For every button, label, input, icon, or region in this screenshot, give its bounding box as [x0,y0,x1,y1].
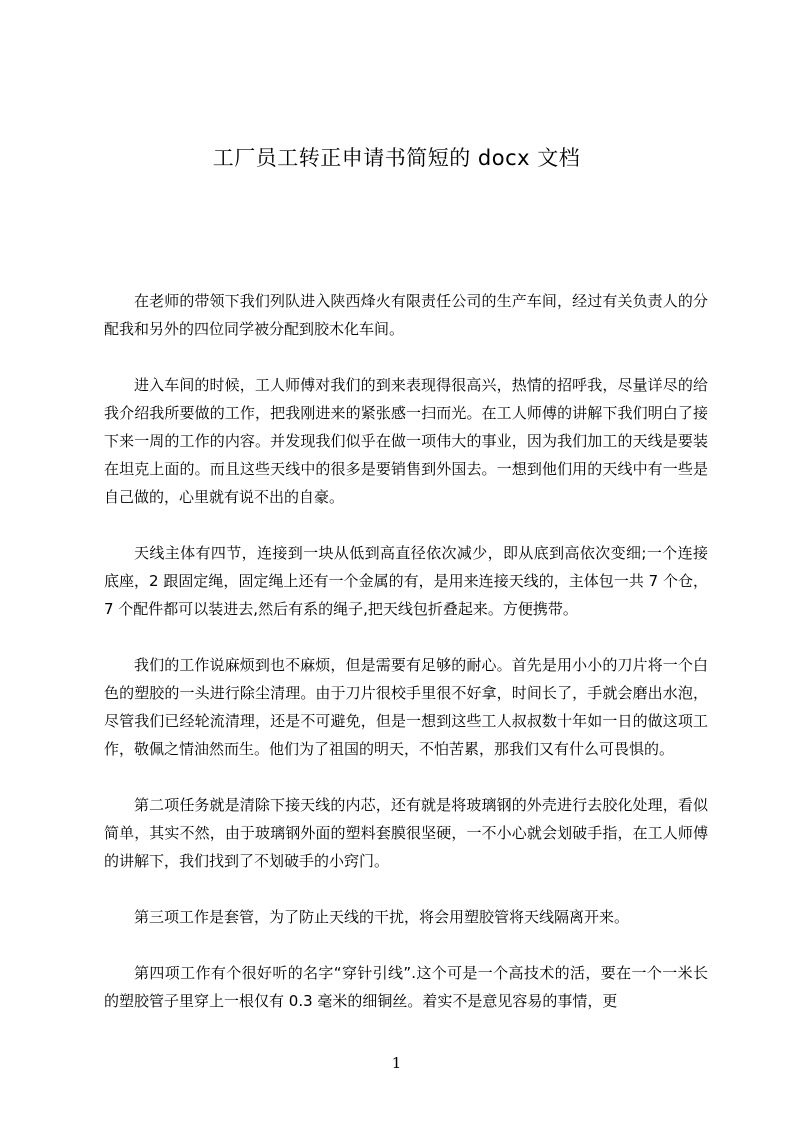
paragraph-1: 在老师的带领下我们列队进入陕西烽火有限责任公司的生产车间，经过有关负责人的分配我和另外的四位同学被分配到胶木化车间。 [104,292,708,338]
page-number: 1 [391,1054,402,1072]
paragraph-5: 第二项任务就是清除下接天线的内芯，还有就是将玻璃钢的外壳进行去胶化处理，看似简单，其实不然，由于玻璃钢外面的塑料套膜很坚硬，一不小心就会划破手指，在工人师傅的讲解下，我们找到了不划破手的小窍门。 [104,796,708,870]
paragraph-7: 第四项工作有个很好听的名字“穿针引线”.这个可是一个高技术的活，要在一个一米长的塑胶管子里穿上一根仅有 0.3 毫米的细铜丝。着实不是意见容易的事情，更 [104,964,708,1010]
document-body [104,287,708,1015]
document-title: 工厂员工转正申请书简短的 docx 文档 [212,146,581,170]
paragraph-6: 第三项工作是套管，为了防止天线的干扰，将会用塑胶管将天线隔离开来。 [134,908,630,926]
paragraph-2: 进入车间的时候，工人师傅对我们的到来表现得很高兴，热情的招呼我，尽量详尽的给我介绍我所要做的工作，把我刚进来的紧张感一扫而光。在工人师傅的讲解下我们明白了接下来一周的工作的内容。并发现我们似乎在做一项伟大的事业，因为我们加工的天线是要装在坦克上面的。而且这些天线中的很多是要销售到外国去。一想到他们用的天线中有一些是自己做的，心里就有说不出的自豪。 [104,376,708,506]
paragraph-4: 我们的工作说麻烦到也不麻烦，但是需要有足够的耐心。首先是用小小的刀片将一个白色的塑胶的一头进行除尘清理。由于刀片很校手里很不好拿，时间长了，手就会磨出水泡，尽管我们已经轮流清理，还是不可避免，但是一想到这些工人叔叔数十年如一日的做这项工作，敬佩之情油然而生。他们为了祖国的明天，不怕苦累，那我们又有什么可畏惧的。 [104,656,708,758]
paragraph-3: 天线主体有四节，连接到一块从低到高直径依次减少，即从底到高依次变细;一个连接底座，2 跟固定绳，固定绳上还有一个金属的有，是用来连接天线的，主体包一共 7 个仓，7 个配件都可以装进去,然后有系的绳子,把天线包折叠起来。方便携带。 [104,544,708,618]
